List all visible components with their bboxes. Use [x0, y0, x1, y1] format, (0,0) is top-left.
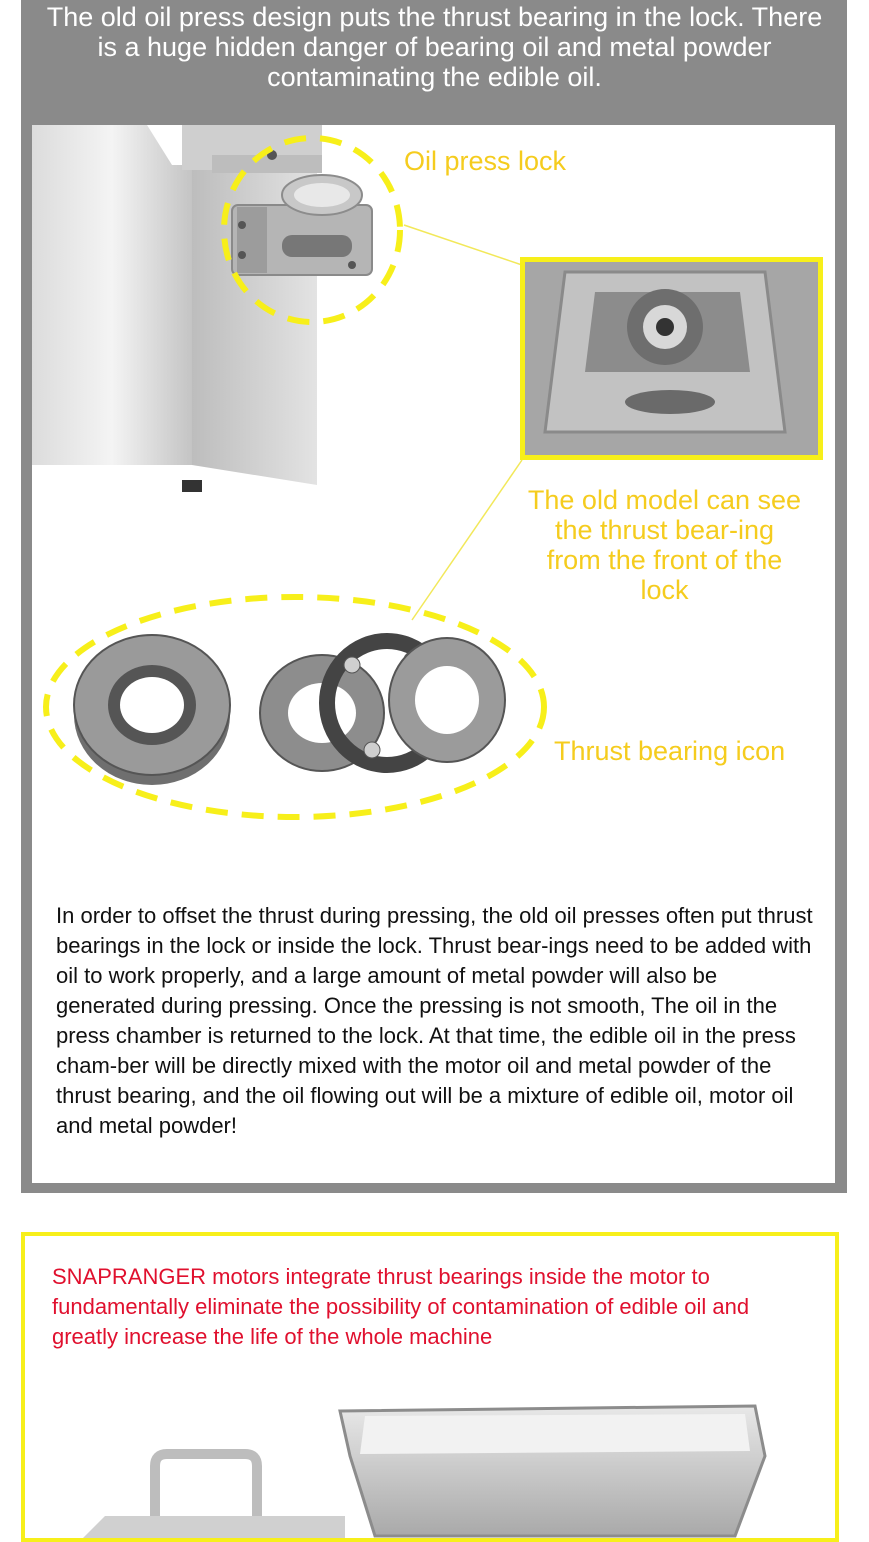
bearing-label: Thrust bearing icon	[554, 736, 786, 766]
illustration-panel	[32, 125, 835, 1183]
explanation-paragraph: In order to offset the thrust during pressing, the old oil presses often put thrust bearings in the lock or inside the lock. Thrust bear-ings need to be added with oil to work properly, and a large amount of metal powder will also be generated during pressing. Once the pressing is not smooth, The oil in the press chamber is returned to the lock. At that time, the edible oil in the press cham-ber will be directly mixed with the motor oil and metal powder of the thrust bearing, and the oil flowing out will be a mixture of edible oil, motor oil and metal powder!	[56, 903, 813, 1138]
lock-closeup-frame	[520, 257, 823, 460]
lock-closeup-image	[525, 262, 818, 455]
lock-label: Oil press lock	[404, 146, 567, 176]
thrust-bearing-image	[72, 625, 522, 795]
new-oil-press-image	[45, 1396, 805, 1542]
section-headline: The old oil press design puts the thrust bearing in the lock. There is a huge hidden danger of bearing oil and metal powder contaminating the edible oil.	[46, 2, 823, 92]
thrust-visible-label: The old model can see the thrust bear-ing from the front of the lock	[527, 485, 802, 605]
solution-paragraph: SNAPRANGER motors integrate thrust bearings inside the motor to fundamentally eliminate the possibility of contamination of edible oil and greatly increase the life of the whole machine	[52, 1264, 750, 1349]
solution-section	[21, 1232, 839, 1542]
